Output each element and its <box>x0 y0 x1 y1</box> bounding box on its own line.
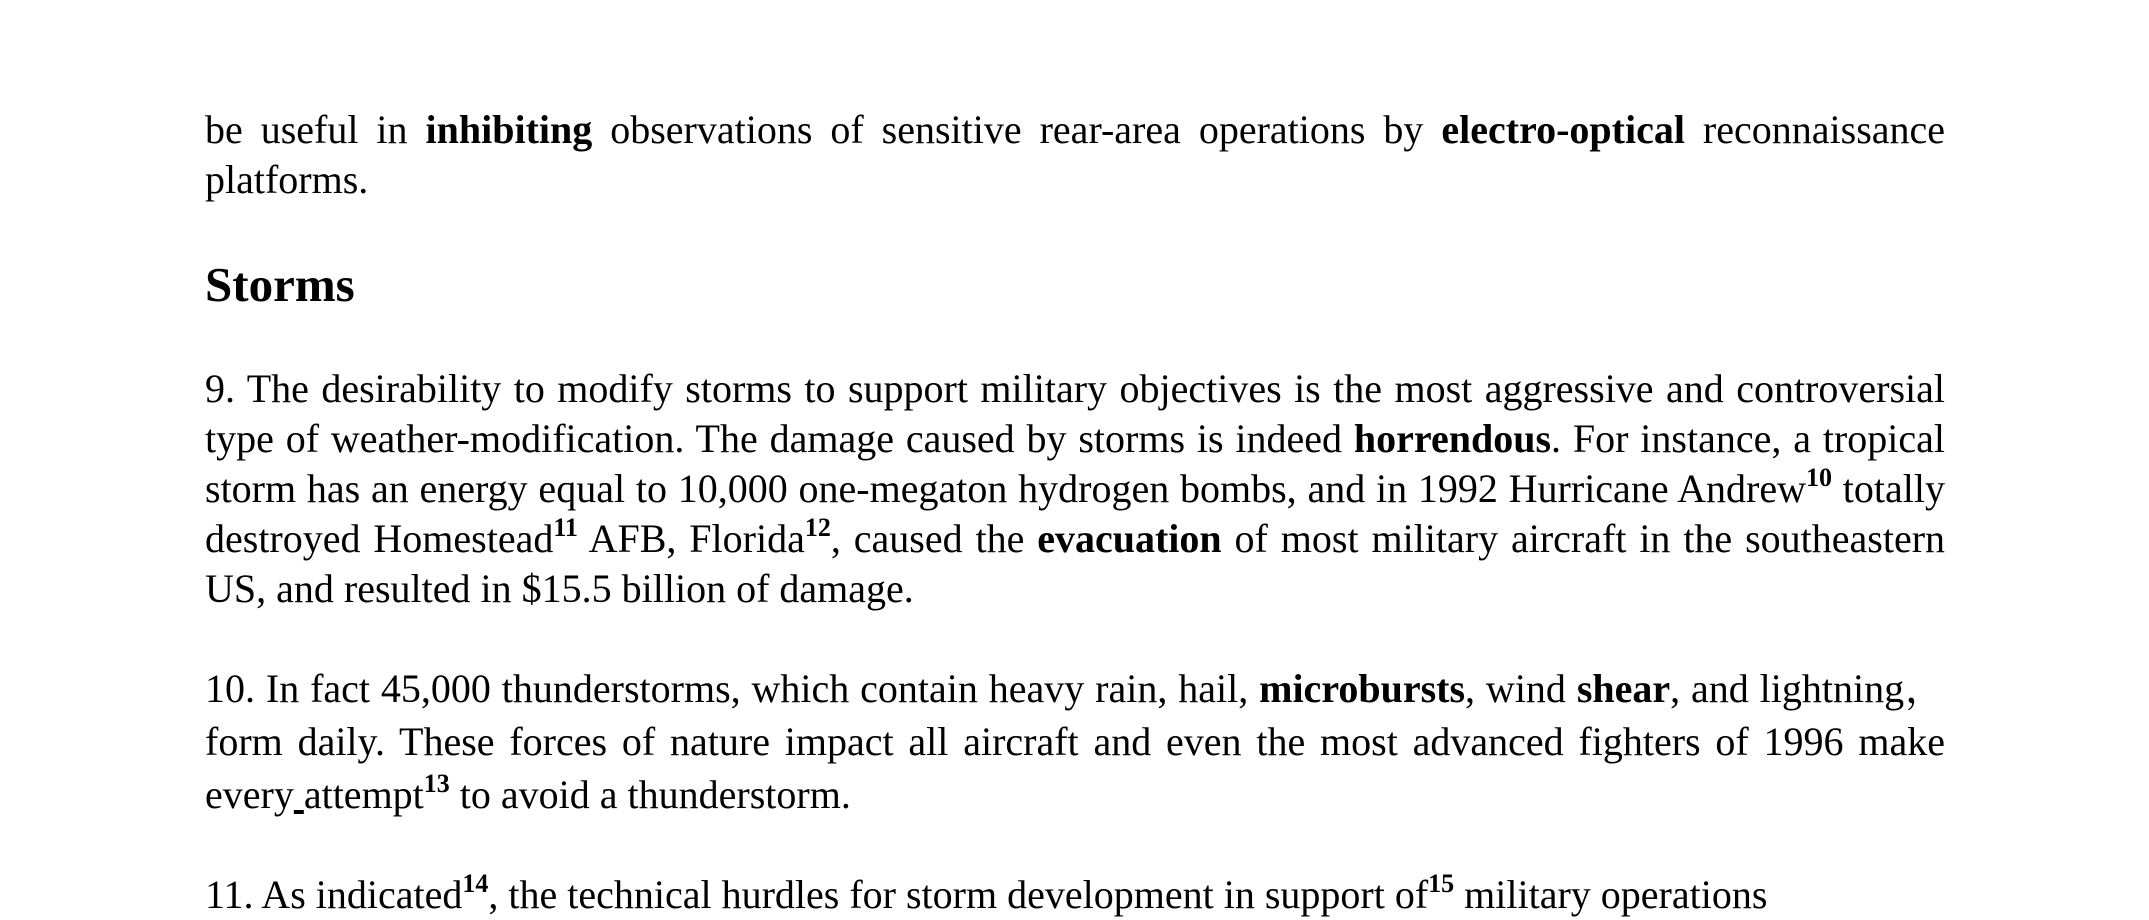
text: AFB, Florida <box>577 516 805 561</box>
text: 11. As indicated <box>205 872 463 917</box>
text: 10. In fact 45,000 thunderstorms, which contain heavy rain, hail, <box>205 666 1260 711</box>
paragraph-9 <box>205 364 1945 614</box>
bold-term-electro-optical: electro-optical <box>1441 107 1685 152</box>
text: reconnaissance platforms. <box>205 107 1946 202</box>
footnote-ref-11[interactable]: 11 <box>553 513 578 542</box>
paragraph-intro <box>205 105 1945 205</box>
text: military operations <box>1454 872 1768 917</box>
text: of most military aircraft in the southeastern US, and resulted in $15.5 billion of damage. <box>205 516 1946 611</box>
footnote-ref-12[interactable]: 12 <box>804 513 831 542</box>
paragraph-10 <box>205 662 1945 821</box>
underlined-space <box>294 772 304 817</box>
paragraph-11 <box>205 870 1945 920</box>
bold-term-inhibiting: inhibiting <box>425 107 593 152</box>
bold-term-evacuation: evacuation <box>1037 516 1222 561</box>
footnote-ref-13[interactable]: 13 <box>423 769 450 798</box>
text: , the technical hurdles for storm development in support of <box>488 872 1429 917</box>
bold-term-microbursts: microbursts <box>1259 666 1466 711</box>
text: , and lightning， form daily. These forces of nature impact all aircraft and even the most advanced fighters of 1996 make every <box>205 666 1945 817</box>
footnote-ref-10[interactable]: 10 <box>1806 463 1832 492</box>
text: to avoid a thunderstorm. <box>449 772 851 817</box>
section-heading: Storms <box>205 257 355 312</box>
text: . For instance, a tropical storm has an energy equal to 10,000 one-megaton hydrogen bombs, and in 1992 Hurricane Andrew <box>205 416 1945 511</box>
bold-term-shear: shear <box>1576 666 1671 711</box>
text: totally destroyed Homestead <box>205 466 1945 561</box>
footnote-ref-15[interactable]: 15 <box>1428 869 1455 898</box>
text: be useful in <box>205 107 426 152</box>
text: attempt <box>303 772 424 817</box>
text: , caused the <box>830 516 1038 561</box>
text: observations of sensitive rear-area operations by <box>592 107 1442 152</box>
text: , wind <box>1465 666 1577 711</box>
footnote-ref-14[interactable]: 14 <box>462 869 489 898</box>
bold-term-horrendous: horrendous <box>1353 416 1552 461</box>
text: 9. The desirability to modify storms to support military objectives is the most aggressive and controversial type of weather-modification. The damage caused by storms is indeed <box>205 366 1945 461</box>
